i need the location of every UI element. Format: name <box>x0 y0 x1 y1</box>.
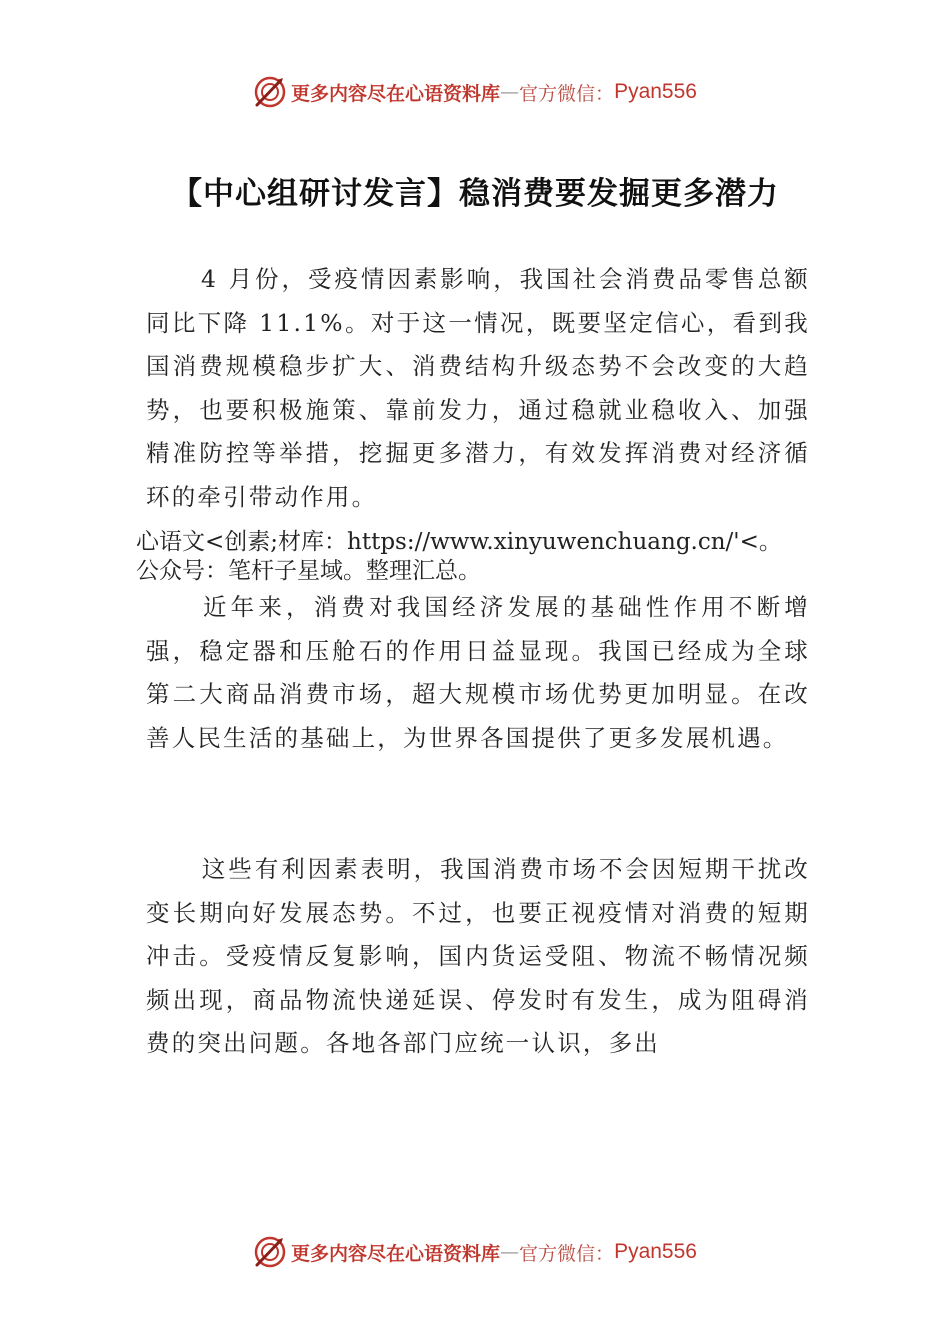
footer-banner <box>0 1232 950 1272</box>
paragraph-2 <box>146 586 810 760</box>
banner-main-text: 更多内容尽在心语资料库 <box>291 1242 501 1265</box>
source-note-line-2: 公众号：笔杆子星域。整理汇总。 <box>136 558 481 584</box>
header-banner <box>0 72 950 112</box>
paragraph-3 <box>146 848 810 1066</box>
banner-wechat-label: 官方微信： <box>519 1242 615 1265</box>
paragraph-1 <box>146 258 810 519</box>
brand-logo-icon <box>253 1235 287 1269</box>
banner-wechat-label: 官方微信： <box>519 82 615 105</box>
banner-separator: — <box>500 81 520 103</box>
paragraph-2-text: 近年来，消费对我国经济发展的基础性作用不断增强，稳定器和压舱石的作用日益显现。我国已经成为全球第二大商品消费市场，超大规模市场优势更加明显。在改善人民生活的基础上，为世界各国提供了更多发展机遇。 <box>146 593 810 752</box>
page-title: 【中心组研讨发言】稳消费要发掘更多潜力 <box>171 176 779 212</box>
source-note-line-1: 心语文<创素;材库：https://www.xinyuwenchuang.cn/'<。 <box>136 529 782 555</box>
banner-separator: — <box>500 1241 520 1263</box>
banner-wechat-id: Pyan556 <box>614 80 697 103</box>
brand-logo-icon <box>253 75 287 109</box>
banner-wechat-id: Pyan556 <box>614 1240 697 1263</box>
source-note <box>136 528 936 586</box>
banner-main-text: 更多内容尽在心语资料库 <box>291 82 501 105</box>
paragraph-1-text: 4 月份，受疫情因素影响，我国社会消费品零售总额同比下降 11.1%。对于这一情况，既要坚定信心，看到我国消费规模稳步扩大、消费结构升级态势不会改变的大趋势，也要积极施策、靠前发力，通过稳就业稳收入、加强精准防控等举措，挖掘更多潜力，有效发挥消费对经济循环的牵引带动作用。 <box>146 265 810 511</box>
paragraph-3-text: 这些有利因素表明，我国消费市场不会因短期干扰改变长期向好发展态势。不过，也要正视疫情对消费的短期冲击。受疫情反复影响，国内货运受阻、物流不畅情况频频出现，商品物流快递延误、停发时有发生，成为阻碍消费的突出问题。各地各部门应统一认识，多出 <box>146 855 810 1057</box>
